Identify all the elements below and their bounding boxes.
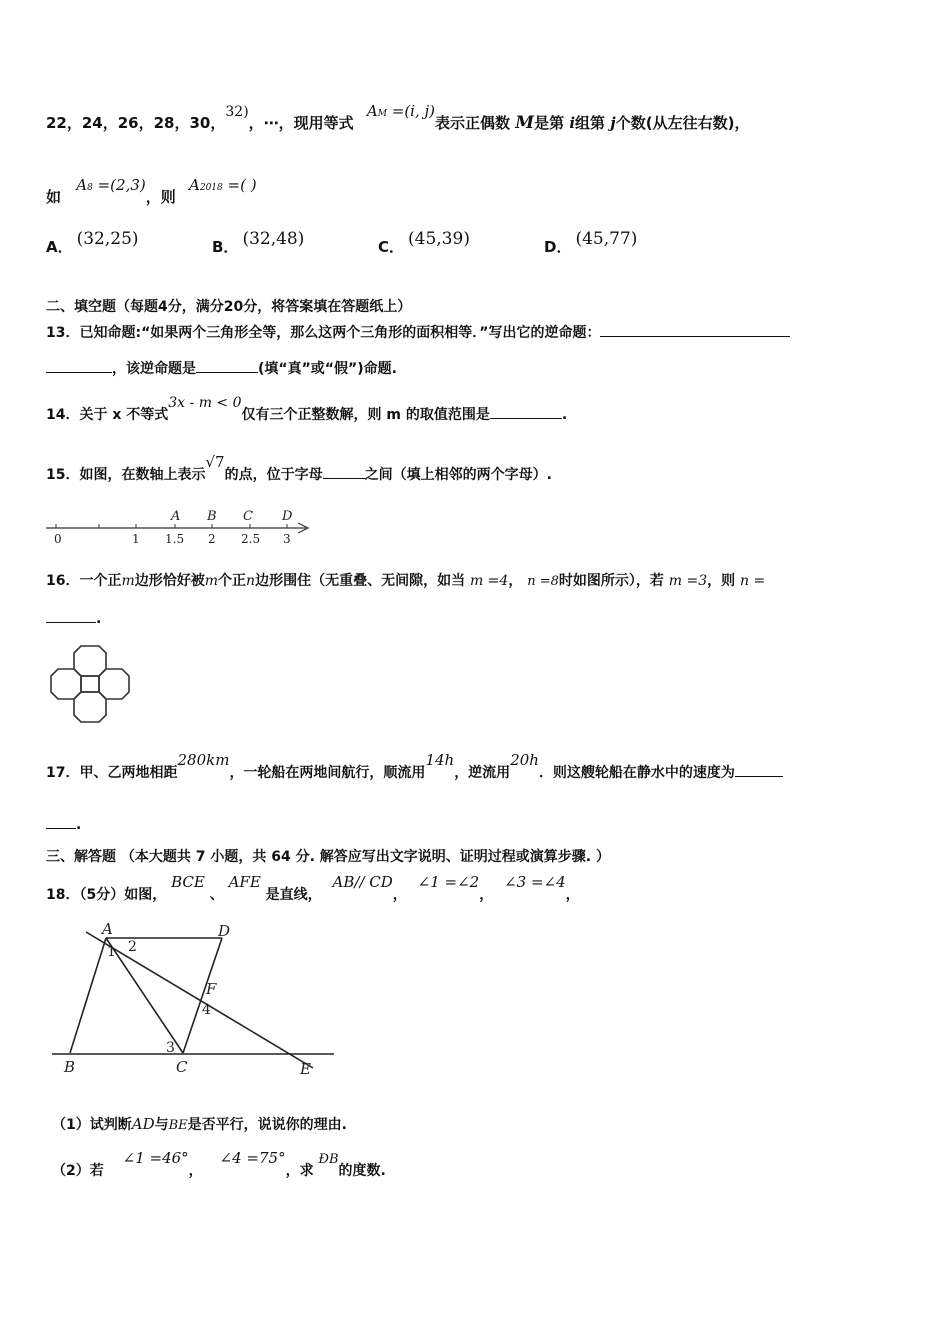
angle-4-label: 4 xyxy=(202,1002,211,1018)
q18-sub2: （2）若 ∠1 =46°， ∠4 =75°，求 ÐB的度数. xyxy=(52,1149,386,1179)
q16-line1: 16．一个正m边形恰好被m个正n边形围住（无重叠、无间隙，如当 m =4， n =8时如图所示），若 m =3，则 n = xyxy=(46,573,766,589)
q17-answer-blank-2[interactable] xyxy=(46,814,76,829)
octagon-right xyxy=(99,669,129,699)
tick-label-2-5: 2.5 xyxy=(241,532,261,546)
q15-answer-blank[interactable] xyxy=(323,464,365,479)
vertex-d: D xyxy=(218,922,231,940)
q17-upstream-time: 20h xyxy=(510,751,539,769)
tick-label-1-5: 1.5 xyxy=(165,532,185,546)
point-a-label: A xyxy=(171,509,181,524)
segment-ac xyxy=(106,938,183,1053)
vertex-b: B xyxy=(64,1058,76,1076)
q18-line: 18．（5分）如图， BCE 、 AFE 是直线， AB// CD， ∠1 =∠2， ∠3 =∠4， xyxy=(46,873,580,903)
angle-b: ÐB xyxy=(318,1152,339,1167)
q14-inequality: 3x - m < 0 xyxy=(168,395,242,411)
vertex-a: A xyxy=(102,920,113,938)
q13-true-false-blank[interactable] xyxy=(196,358,258,373)
given-angle-4: ∠4 =75° xyxy=(219,1149,286,1167)
segment-ab xyxy=(70,938,106,1053)
number-line-figure xyxy=(44,504,314,548)
q17-answer-blank-1[interactable] xyxy=(735,762,783,777)
q17-distance: 280km xyxy=(177,751,230,769)
octagon-bottom xyxy=(74,692,106,722)
q12-ask: A2018 =( ) xyxy=(189,176,257,194)
point-b-label: B xyxy=(207,509,217,524)
angle-condition-1: ∠1 =∠2 xyxy=(417,873,480,891)
q15-line: 15．如图，在数轴上表示√7的点，位于字母 之间（填上相邻的两个字母）. xyxy=(46,453,552,483)
line-afe: AFE xyxy=(228,873,261,891)
option-d[interactable]: D． (45,77) xyxy=(544,229,638,256)
point-e: E xyxy=(300,1060,311,1078)
point-d-label: D xyxy=(282,509,293,524)
q14-answer-blank[interactable] xyxy=(490,404,562,419)
geometry-figure xyxy=(48,918,340,1078)
q12-line1: 22，24，26，28，30，32)，⋯，现用等式 AM =(i, j)表示正偶数 M是第 i组第 j个数(从左往右数)， xyxy=(46,102,750,133)
q12-formula: AM =(i, j) xyxy=(366,102,436,120)
line-bce: BCE xyxy=(171,873,205,891)
q12-example: A8 =(2,3) xyxy=(76,176,146,194)
tick-label-1: 1 xyxy=(132,532,140,546)
center-square xyxy=(81,676,99,692)
q17-line1: 17．甲、乙两地相距280km，一轮船在两地间航行，顺流用14h，逆流用20h．则这艘轮船在静水中的速度为 xyxy=(46,762,783,782)
section-2-heading: 二、填空题（每题4分，满分20分，将答案填在答题纸上） xyxy=(46,299,412,315)
q12-ellipsis: ，⋯，现用等式 xyxy=(248,114,354,132)
q13-line2: ，该逆命题是 (填“真”或“假”)命题. xyxy=(46,358,397,378)
sqrt-7: √7 xyxy=(205,453,225,471)
tick-label-0: 0 xyxy=(54,532,62,546)
q13-line1: 13．已知命题:“如果两个三角形全等，那么这两个三角形的面积相等．”写出它的逆命题： xyxy=(46,322,790,342)
point-c-label: C xyxy=(243,509,253,524)
point-f: F xyxy=(206,980,217,998)
octagon-top xyxy=(74,646,106,676)
q18-sub1: （1）试判断AD与BE是否平行，说说你的理由. xyxy=(52,1115,347,1133)
option-a[interactable]: A． (32,25) xyxy=(46,229,139,256)
line-afe-segment xyxy=(86,932,313,1068)
parallel-condition: AB// CD xyxy=(332,873,393,891)
angle-3-label: 3 xyxy=(166,1040,175,1056)
given-angle-1: ∠1 =46° xyxy=(122,1149,189,1167)
tick-label-2: 2 xyxy=(208,532,216,546)
octagon-left xyxy=(51,669,81,699)
var-M: M xyxy=(515,113,535,133)
angle-1-label: 1 xyxy=(107,944,116,960)
option-c[interactable]: C． (45,39) xyxy=(378,229,470,256)
q17-line2: . xyxy=(46,814,81,833)
q16-answer-blank[interactable] xyxy=(46,608,96,623)
q16-line2: . xyxy=(46,608,101,627)
tick-label-3: 3 xyxy=(283,532,291,546)
vertex-c: C xyxy=(176,1058,188,1076)
angle-condition-2: ∠3 =∠4 xyxy=(504,873,566,891)
var-i: i xyxy=(569,114,576,132)
octagon-tiling-figure xyxy=(50,644,130,724)
var-j: j xyxy=(610,114,616,132)
q13-answer-blank-1[interactable] xyxy=(600,322,790,337)
section-3-heading: 三、解答题 （本大题共 7 小题，共 64 分. 解答应写出文字说明、证明过程或演算步骤. ） xyxy=(46,849,610,865)
q12-line2: 如 A8 =(2,3)，则 A2018 =( ) xyxy=(46,176,257,206)
q12-sequence: 22，24，26，28，30， xyxy=(46,114,226,132)
q14-line: 14．关于 x 不等式3x - m < 0仅有三个正整数解，则 m 的取值范围是 . xyxy=(46,395,568,423)
q12-seq-tail: 32) xyxy=(225,104,249,120)
q13-answer-blank-2[interactable] xyxy=(46,358,112,373)
option-b[interactable]: B． (32,48) xyxy=(212,229,305,256)
angle-2-label: 2 xyxy=(128,939,137,955)
q17-downstream-time: 14h xyxy=(425,751,455,769)
